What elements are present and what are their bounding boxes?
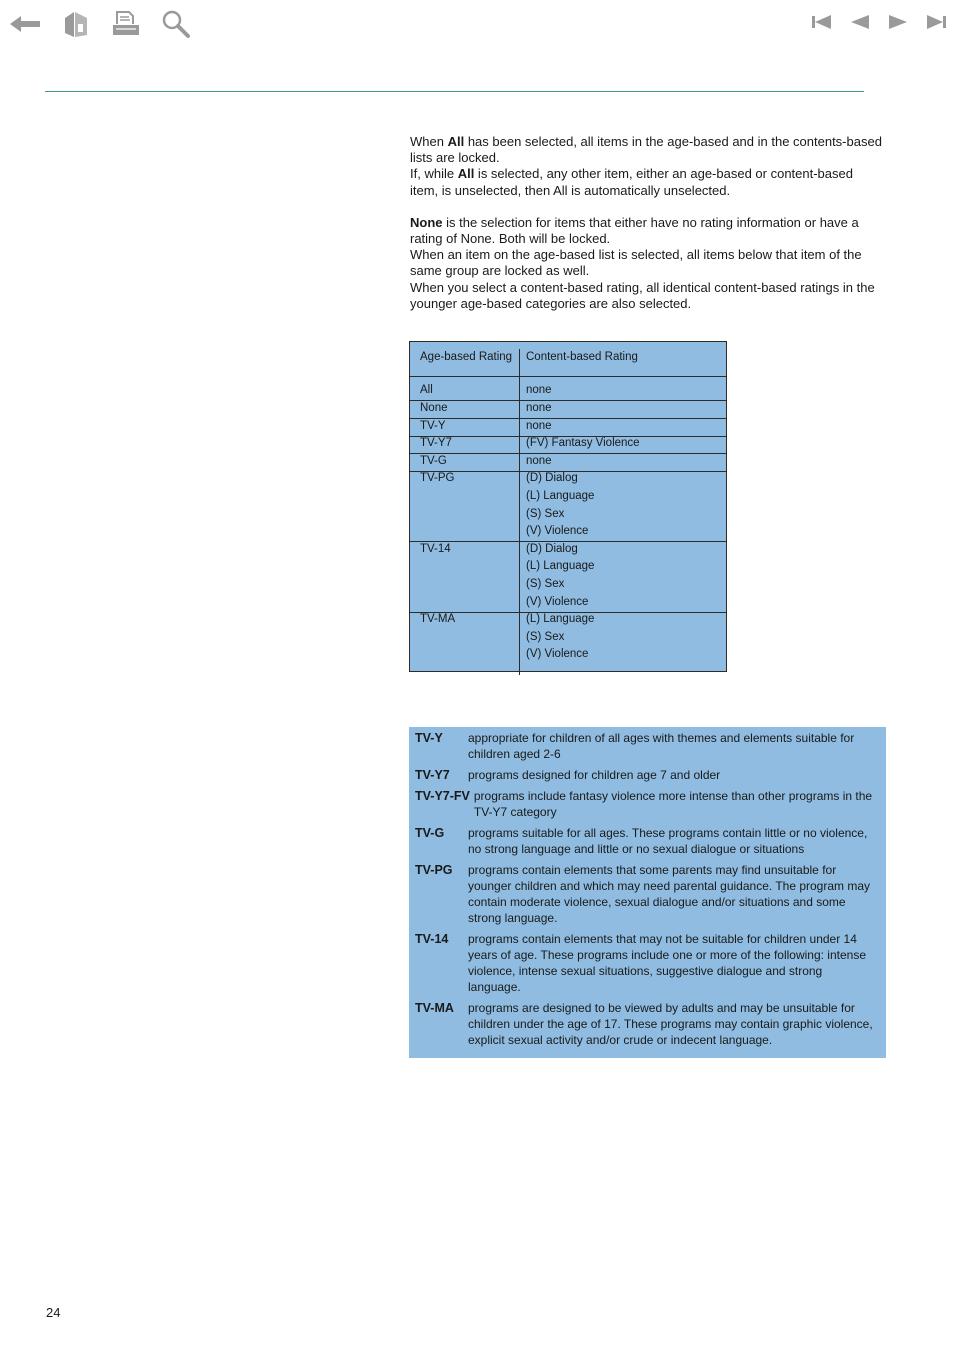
intro-paragraph-all xyxy=(410,134,884,166)
definition-description: programs include fantasy violence more intense than other programs in the TV-Y7 category xyxy=(473,789,873,819)
text-run: All xyxy=(447,134,465,149)
header-age-based: Age-based Rating xyxy=(420,351,513,363)
definition-item xyxy=(415,825,878,857)
content-rating: (L) Language xyxy=(526,613,595,626)
rating-row xyxy=(410,454,726,472)
age-rating: TV-MA xyxy=(420,613,456,626)
content-rating: (V) Violence xyxy=(526,525,589,538)
toolbar-left xyxy=(8,6,194,42)
definition-description: programs are designed to be viewed by adults and may be unsuitable for children under the age of 17. These programs may contain graphic violence, explicit sexual activity and/or crude or indecent language. xyxy=(468,1001,873,1047)
content-rating: (FV) Fantasy Violence xyxy=(526,437,640,450)
search-icon[interactable] xyxy=(158,6,194,42)
definition-description: programs suitable for all ages. These programs contain little or no violence, no strong language and little or no sexual dialogue or situations xyxy=(468,826,868,856)
definition-item xyxy=(415,1000,878,1048)
header-rule xyxy=(45,91,864,92)
definition-description: programs contain elements that may not be suitable for children under 14 years of age. These programs include one or more of the following: intense violence, intense sexual situations, suggestive dialogue and strong language. xyxy=(468,932,867,994)
age-rating: TV-Y xyxy=(420,419,446,432)
text-run: has been selected, all items in the age-based and in the contents-based lists are locked. xyxy=(410,134,882,166)
content-rating: (L) Language xyxy=(526,489,595,502)
content-rating: (D) Dialog xyxy=(526,472,578,485)
next-page-icon[interactable] xyxy=(886,10,910,34)
rating-row xyxy=(410,401,726,419)
previous-page-icon[interactable] xyxy=(848,10,872,34)
definition-description: programs contain elements that some parents may find unsuitable for younger children and which may need parental guidance. The program may contain moderate violence, sexual dialogue and/or situations and some strong language. xyxy=(468,863,871,925)
content-rating: none xyxy=(526,402,552,414)
definition-item xyxy=(415,767,878,783)
rating-row xyxy=(410,542,726,613)
text-run: is selected, any other item, either an age-based or content-based item, is unselected, then All is automatically unselected. xyxy=(410,166,853,198)
rating-row xyxy=(410,612,726,672)
age-rating: TV-Y7 xyxy=(420,437,452,450)
age-rating: TV-G xyxy=(420,454,447,467)
content-rating: (S) Sex xyxy=(526,507,565,520)
rating-row xyxy=(410,378,726,401)
definition-item xyxy=(415,862,878,926)
content-rating: none xyxy=(526,419,552,432)
content-rating: none xyxy=(526,454,552,467)
text-run: If, while xyxy=(410,166,458,182)
definition-term: TV-Y xyxy=(415,731,443,745)
intro-paragraph-content-lock: When you select a content-based rating, all identical content-based ratings in the younger age-based categories are also selected. xyxy=(410,279,875,311)
text-run: None xyxy=(410,214,443,230)
rating-row xyxy=(410,471,726,542)
page-number: 24 xyxy=(46,1305,61,1320)
age-rating: None xyxy=(420,402,448,414)
age-rating: All xyxy=(420,384,433,396)
definition-item xyxy=(415,788,878,820)
definition-term: TV-PG xyxy=(415,863,453,877)
rating-row xyxy=(410,419,726,437)
content-rating: (V) Violence xyxy=(526,648,589,661)
first-page-icon[interactable] xyxy=(810,10,834,34)
content-rating: none xyxy=(526,384,552,396)
definition-term: TV-Y7 xyxy=(415,768,450,782)
text-run: All xyxy=(457,166,475,182)
definition-term: TV-14 xyxy=(415,932,449,946)
content-rating: (D) Dialog xyxy=(526,542,578,555)
definition-item xyxy=(415,931,878,995)
definition-description: programs designed for children age 7 and older xyxy=(468,768,721,782)
definition-item xyxy=(415,730,878,762)
intro-paragraph-none xyxy=(410,215,884,247)
text-run: When xyxy=(410,134,448,149)
print-icon[interactable] xyxy=(108,6,144,42)
last-page-icon[interactable] xyxy=(924,10,948,34)
age-rating: TV-14 xyxy=(420,542,451,555)
intro-paragraph-unselect xyxy=(410,166,884,198)
definition-term: TV-Y7-FV xyxy=(415,789,470,803)
definition-term: TV-G xyxy=(415,826,445,840)
definition-term: TV-MA xyxy=(415,1001,454,1015)
content-rating: (L) Language xyxy=(526,560,595,573)
content-rating: (V) Violence xyxy=(526,595,589,608)
rating-definitions xyxy=(409,727,886,1058)
content-rating: (S) Sex xyxy=(526,577,565,590)
back-arrow-icon[interactable] xyxy=(8,6,44,42)
home-icon[interactable] xyxy=(58,6,94,42)
header-content-based: Content-based Rating xyxy=(526,351,638,363)
toolbar-right xyxy=(810,10,948,34)
rating-table-header xyxy=(410,342,726,377)
content-rating: (S) Sex xyxy=(526,630,565,643)
intro-paragraph-age-lock: When an item on the age-based list is selected, all items below that item of the same group are locked as well. xyxy=(410,247,862,279)
age-rating: TV-PG xyxy=(420,472,455,485)
rating-row xyxy=(410,436,726,454)
intro-text xyxy=(410,134,884,312)
rating-table xyxy=(409,341,727,672)
text-run: is the selection for items that either have no rating information or have a rating of None. Both will be locked. xyxy=(410,214,859,247)
definition-description: appropriate for children of all ages with themes and elements suitable for children aged 2-6 xyxy=(468,731,855,761)
